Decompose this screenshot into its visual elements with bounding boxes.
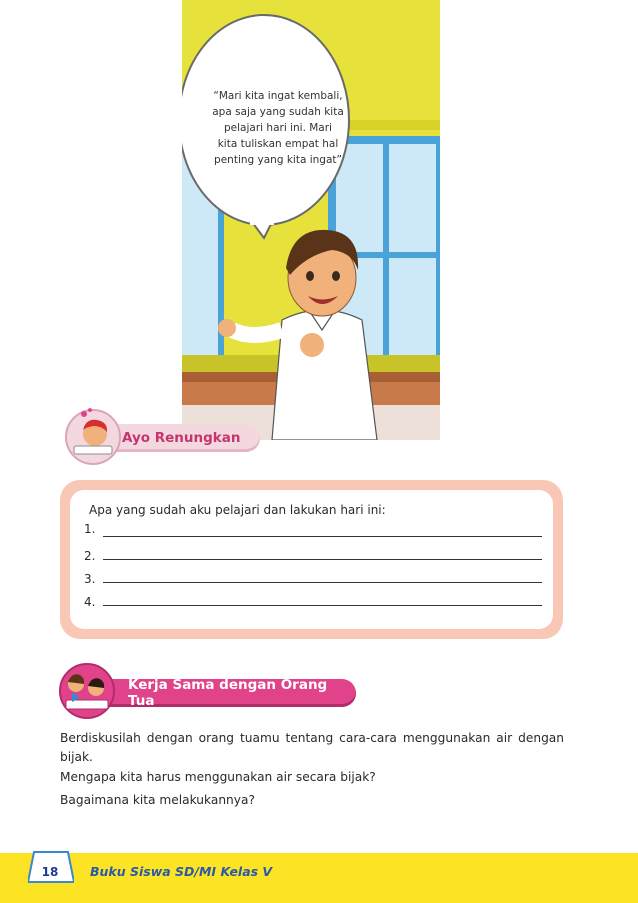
section-title: Kerja Sama dengan Orang Tua: [128, 677, 328, 709]
answer-line-3[interactable]: [103, 582, 542, 583]
speech-line: apa saja yang sudah kita: [212, 106, 344, 118]
speech-line: kita tuliskan empat hal: [217, 138, 339, 150]
classroom-illustration: [182, 0, 440, 440]
book-title: Buku Siswa SD/MI Kelas V: [90, 864, 273, 879]
reflection-prompt: Apa yang sudah aku pelajari dan lakukan hari ini:: [89, 503, 386, 517]
list-number: 3.: [84, 572, 96, 586]
paragraph-discuss: Berdiskusilah dengan orang tuamu tentang cara-cara menggunakan air dengan bijak.: [60, 731, 564, 764]
answer-line-4[interactable]: [103, 605, 542, 606]
list-number: 1.: [84, 522, 96, 536]
speech-line: penting yang kita ingat”: [214, 154, 342, 166]
answer-line-1[interactable]: [103, 536, 542, 537]
answer-line-2[interactable]: [103, 559, 542, 560]
list-number: 4.: [84, 595, 96, 609]
page-number: 18: [41, 865, 59, 879]
ayo-renungkan-banner: [100, 424, 260, 452]
section-title: Ayo Renungkan: [122, 430, 241, 446]
thinking-student-icon: [64, 408, 122, 466]
speech-bubble-text: [198, 88, 358, 168]
kerja-sama-banner: [100, 679, 356, 707]
speech-line: pelajari hari ini. Mari: [224, 122, 332, 134]
family-study-icon: [58, 662, 116, 720]
paragraph-question-how: Bagaimana kita melakukannya?: [60, 793, 255, 807]
list-number: 2.: [84, 549, 96, 563]
paragraph-question-why: Mengapa kita harus menggunakan air secara bijak?: [60, 770, 376, 784]
speech-line: “Mari kita ingat kembali,: [213, 90, 343, 102]
